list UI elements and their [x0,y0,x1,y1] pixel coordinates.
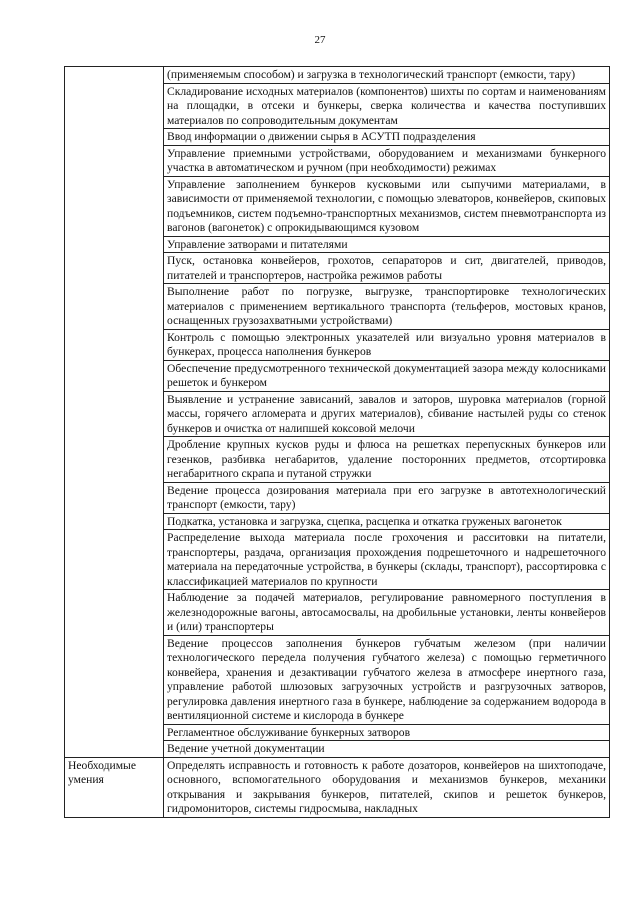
function-cell: Определять исправность и готовность к работе дозаторов, конвейеров на шихтоподаче, основного, вспомогательного оборудования и механизмов бункеров, механики открывания и закрывания бункеров, питателей, скипов и решеток бункеров, гидромониторов, системы гидросмыва, накладных [164,757,610,817]
function-cell: Управление затворами и питателями [164,236,610,253]
function-cell: Ведение процессов заполнения бункеров губчатым железом (при наличии технологического передела получения губчатого железа) с помощью герметичного конвейера, хранения и дезактивации губчатого железа в атмосфере инертного газа, управление работой шлюзовых загрузочных устройств и разгрузочных затворов, регулировка давления инертного газа в бункере, наблюдение за содержанием водорода в вентиляционной системе и кислорода в бункере [164,635,610,724]
function-cell: Управление приемными устройствами, оборудованием и механизмами бункерного участка в автоматическом и ручном (при необходимости) режимах [164,145,610,176]
labor-functions-table [64,66,610,818]
function-cell: Ведение учетной документации [164,741,610,758]
section-label-cell: Необходимые умения [65,757,164,817]
function-cell: Подкатка, установка и загрузка, сцепка, расцепка и откатка груженых вагонеток [164,513,610,530]
function-cell: Пуск, остановка конвейеров, грохотов, сепараторов и сит, двигателей, приводов, питателей и транспортеров, настройка режимов работы [164,253,610,284]
function-cell: Управление заполнением бункеров кусковыми или сыпучими материалами, в зависимости от применяемой технологии, с помощью элеваторов, конвейеров, скиповых подъемников, систем подъемно-транспортных механизмов, систем пневмотранспорта из вагонов (вагонеток) с опрокидывающимся кузовом [164,176,610,236]
function-cell: Складирование исходных материалов (компонентов) шихты по сортам и наименованиям на площадки, в отсеки и бункеры, сверка количества и качества поступивших материалов по сопроводительным документам [164,83,610,129]
function-cell: Ввод информации о движении сырья в АСУТП подразделения [164,129,610,146]
function-cell: Выполнение работ по погрузке, выгрузке, транспортировке технологических материалов с применением вертикального транспорта (тельферов, мостовых кранов, оснащенных грузозахватными устройствами) [164,284,610,330]
function-cell: Регламентное обслуживание бункерных затворов [164,724,610,741]
function-cell: Наблюдение за подачей материалов, регулирование равномерного поступления в железнодорожные вагоны, автосамосвалы, на дробильные установки, ленты конвейеров и (или) транспортеры [164,590,610,636]
function-cell: Ведение процесса дозирования материала при его загрузке в автотехнологический транспорт (емкости, тару) [164,482,610,513]
section-label-cell [65,67,164,758]
table-row [65,67,610,84]
function-cell: Распределение выхода материала после грохочения и расситовки на питатели, транспортеры, раздача, организация прохождения подрешеточного и надрешеточного материала на передаточные устройства, в бункеры (склады, транспорт), рассортировка с классификацией материалов по крупности [164,530,610,590]
table-row [65,757,610,817]
page-number: 27 [314,34,326,46]
function-cell: Обеспечение предусмотренного технической документацией зазора между колосниками решеток и бункером [164,360,610,391]
function-cell: Выявление и устранение зависаний, завалов и заторов, шуровка материалов (горной массы, горячего агломерата и других материалов), сбивание настылей руды со стенок бункеров и очистка от налипшей коксовой мелочи [164,391,610,437]
table-body [65,67,610,818]
function-cell: (применяемым способом) и загрузка в технологический транспорт (емкости, тару) [164,67,610,84]
function-cell: Контроль с помощью электронных указателей или визуально уровня материалов в бункерах, процесса наполнения бункеров [164,329,610,360]
function-cell: Дробление крупных кусков руды и флюса на решетках перепускных бункеров или гезенков, разбивка негабаритов, удаление посторонних предметов, отсортировка негабаритного скрапа и путаной стружки [164,437,610,483]
